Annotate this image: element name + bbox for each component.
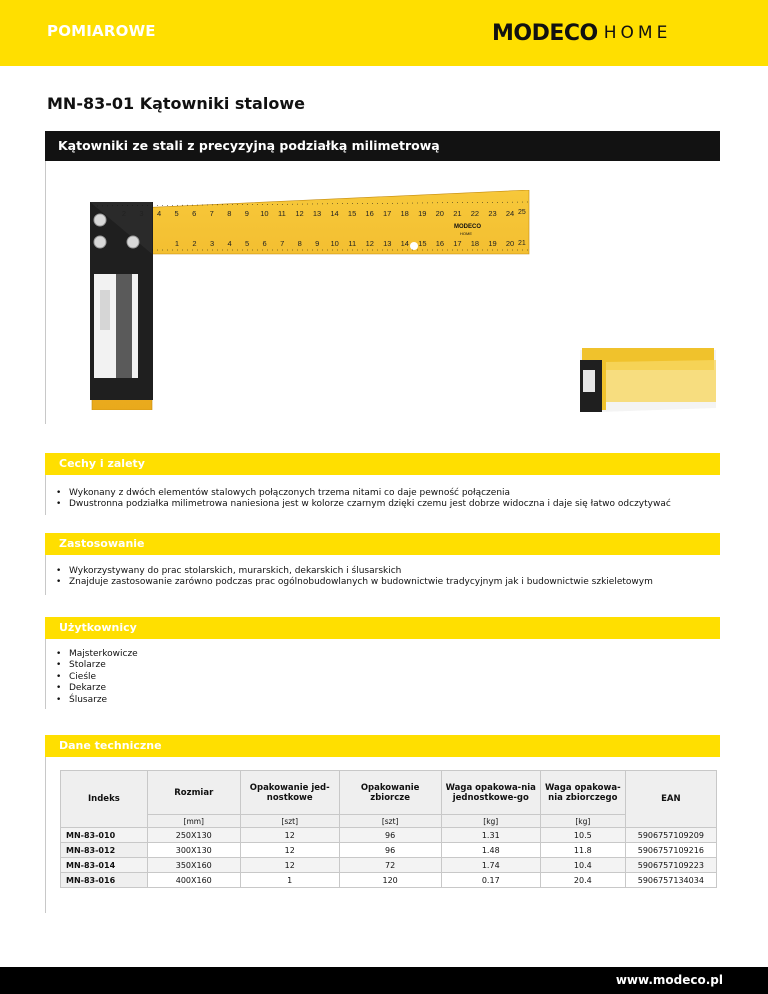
ruler-top-tick-label: 15 (347, 209, 357, 218)
col-header-ean: EAN (625, 771, 716, 828)
features-heading: Cechy i zalety (59, 457, 145, 470)
product-photo (62, 190, 532, 410)
cell: 1 (240, 873, 339, 888)
cell: 1.74 (441, 858, 540, 873)
ruler-bottom-tick-label: 16 (435, 239, 445, 248)
ruler-top-tick-label: 2 (121, 209, 127, 218)
ruler-top-tick-label: 8 (227, 209, 232, 218)
ruler-bottom-end: 21 (518, 240, 526, 247)
ruler-bottom-tick-label: 7 (280, 239, 285, 248)
table-row (61, 858, 717, 873)
ruler-bottom-tick-label: 11 (348, 239, 357, 248)
list-item: • Znajduje zastosowanie zarówno podczas prac ogólnobudowlanych w budownictwie tradycyjnym jak i budownictwie szkieletowym (56, 577, 653, 588)
cell: 96 (339, 843, 441, 858)
ruler-top-tick-label: 20 (435, 209, 444, 218)
ruler-top-tick-label: 21 (453, 209, 462, 218)
ruler-brand: MODECO (454, 224, 481, 230)
left-rule (45, 555, 46, 595)
cell: 120 (339, 873, 441, 888)
cell: 400X160 (147, 873, 240, 888)
cell-ean: 5906757134034 (625, 873, 716, 888)
left-rule (45, 475, 46, 515)
cell-index: MN-83-010 (61, 828, 148, 843)
ruler-bottom-tick-label: 15 (418, 239, 427, 248)
cell: 300X130 (147, 843, 240, 858)
ruler-bottom-tick-label: 1 (174, 239, 180, 248)
list-item: • Dwustronna podziałka milimetrowa naniesiona jest w kolorze czarnym dzięki czemu jest dobrze widoczna i daje się łatwo odczytywać (56, 499, 671, 510)
cell: 0.17 (441, 873, 540, 888)
ruler-top-tick-label: 18 (400, 209, 409, 218)
cell: 12 (240, 858, 339, 873)
usage-heading: Zastosowanie (59, 537, 145, 550)
col-header-bulk-pack: Opakowanie zbiorcze (339, 771, 441, 815)
footer-url[interactable]: www.modeco.pl (615, 973, 723, 987)
unit-cell: [szt] (339, 815, 441, 828)
ruler-top-tick-label: 19 (418, 209, 427, 218)
cell: 11.8 (540, 843, 625, 858)
cell: 72 (339, 858, 441, 873)
ruler-top-tick-label: 22 (470, 209, 480, 218)
ruler-bottom-tick-label: 20 (505, 239, 515, 248)
users-heading-bar (45, 617, 720, 639)
list-item: • Stolarze (56, 660, 138, 671)
ruler-top-tick-label: 10 (260, 209, 269, 218)
logo-brand: MODECO (492, 20, 598, 46)
ruler-top-tick-label: 6 (192, 209, 197, 218)
ruler-bottom-tick-label: 4 (227, 239, 232, 248)
ruler-bottom-tick-label: 10 (330, 239, 339, 248)
ruler-bottom-tick-label: 17 (453, 239, 462, 248)
ruler-bottom-tick-label: 18 (470, 239, 480, 248)
features-list (56, 488, 671, 511)
ruler-top-tick-label: 12 (295, 209, 304, 218)
ruler-top-tick-label: 16 (365, 209, 374, 218)
ruler-top-tick-label: 4 (157, 209, 162, 218)
product-title: MN-83-01 Kątowniki stalowe (47, 94, 305, 113)
cell-ean: 5906757109209 (625, 828, 716, 843)
ruler-top-tick-label: 23 (488, 209, 497, 218)
tech-heading-bar (45, 735, 720, 757)
unit-cell: [kg] (441, 815, 540, 828)
usage-list (56, 566, 653, 589)
ruler-top-tick-label: 3 (139, 209, 144, 218)
ruler-top-tick-label: 7 (209, 209, 214, 218)
cell-index: MN-83-014 (61, 858, 148, 873)
cell-ean: 5906757109216 (625, 843, 716, 858)
ruler-top-tick-label: 11 (278, 209, 286, 218)
ruler-bottom-tick-label: 13 (383, 239, 392, 248)
ruler-top-tick-label: 24 (505, 209, 515, 218)
modeco-logo (492, 18, 671, 48)
left-rule (45, 639, 46, 709)
ruler-bottom-tick-label: 3 (210, 239, 215, 248)
ruler-top-tick-label: 17 (383, 209, 392, 218)
features-heading-bar (45, 453, 720, 475)
product-subtitle: Kątowniki ze stali z precyzyjną podziałką milimetrową (58, 138, 440, 153)
ruler-top-tick-label: 5 (174, 209, 179, 218)
ruler-bottom-tick-label: 5 (245, 239, 250, 248)
cell-index: MN-83-012 (61, 843, 148, 858)
list-item: • Ślusarze (56, 695, 138, 706)
cell: 10.5 (540, 828, 625, 843)
cell: 12 (240, 843, 339, 858)
ruler-top-tick-label: 13 (312, 209, 322, 218)
cell: 250X130 (147, 828, 240, 843)
list-item: • Wykorzystywany do prac stolarskich, murarskich, dekarskich i ślusarskich (56, 566, 653, 577)
ruler-top-end: 25 (518, 209, 526, 216)
col-header-unit-weight: Waga opakowa-nia jednostkowe-go (441, 771, 540, 815)
users-heading: Użytkownicy (59, 621, 137, 634)
ruler-top-tick-label: 14 (330, 209, 339, 218)
table-row (61, 843, 717, 858)
cell: 12 (240, 828, 339, 843)
cell-index: MN-83-016 (61, 873, 148, 888)
top-bar (0, 0, 768, 66)
ruler-bottom-tick-label: 12 (365, 239, 374, 248)
col-header-unit-pack: Opakowanie jed-nostkowe (240, 771, 339, 815)
unit-cell: [mm] (147, 815, 240, 828)
package-photo (570, 342, 718, 418)
ruler-bottom-tick-label: 6 (262, 239, 267, 248)
cell: 96 (339, 828, 441, 843)
ruler-bottom-tick-label: 14 (400, 239, 409, 248)
logo-home: HOME (603, 23, 672, 43)
unit-cell: [szt] (240, 815, 339, 828)
subtitle-bar (45, 131, 720, 161)
list-item: • Dekarze (56, 683, 138, 694)
col-header-index: Indeks (61, 771, 148, 828)
ruler-bottom-tick-label: 19 (488, 239, 497, 248)
col-header-size: Rozmiar (147, 771, 240, 815)
tech-heading: Dane techniczne (59, 739, 162, 752)
left-rule (45, 757, 46, 913)
cell: 1.31 (441, 828, 540, 843)
list-item: • Cieśle (56, 672, 138, 683)
ruler-bottom-tick-label: 8 (297, 239, 302, 248)
table-row (61, 828, 717, 843)
users-list (56, 649, 138, 706)
cell: 1.48 (441, 843, 540, 858)
tech-table (60, 770, 717, 888)
cell: 20.4 (540, 873, 625, 888)
cell-ean: 5906757109223 (625, 858, 716, 873)
footer-bar (0, 967, 768, 994)
col-header-bulk-weight: Waga opakowa-nia zbiorczego (540, 771, 625, 815)
usage-heading-bar (45, 533, 720, 555)
left-rule (45, 161, 46, 424)
ruler-bottom-tick-label: 2 (192, 239, 197, 248)
cell: 350X160 (147, 858, 240, 873)
table-row (61, 873, 717, 888)
list-item: • Wykonany z dwóch elementów stalowych połączonych trzema nitami co daje pewność połączenia (56, 488, 671, 499)
ruler-brand-sub: HOME (460, 231, 472, 236)
ruler-bottom-tick-label: 9 (315, 239, 320, 248)
unit-cell: [kg] (540, 815, 625, 828)
list-item: • Majsterkowicze (56, 649, 138, 660)
ruler-top-tick-label: 9 (244, 209, 249, 218)
cell: 10.4 (540, 858, 625, 873)
category-label: POMIAROWE (47, 22, 156, 40)
